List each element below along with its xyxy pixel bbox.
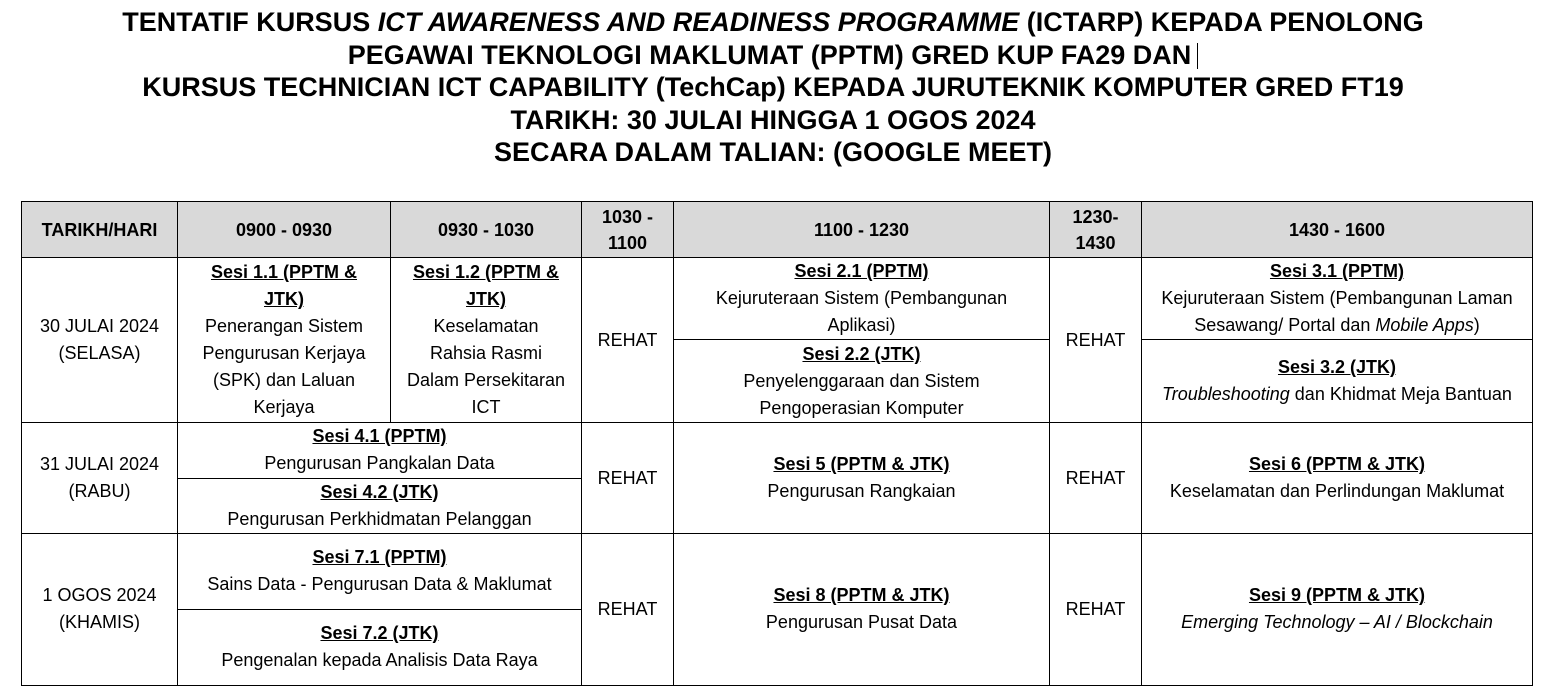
session-cell: Sesi 2.2 (JTK) Penyelenggaraan dan Sistem Pengoperasian Komputer [674,340,1050,423]
col-header-0930: 0930 - 1030 [391,202,582,258]
session-cell: Sesi 4.1 (PPTM) Pengurusan Pangkalan Data [178,423,582,478]
title-line-2: PEGAWAI TEKNOLOGI MAKLUMAT (PPTM) GRED KUP FA29 DAN [0,39,1546,72]
session-cell: Sesi 3.1 (PPTM) Kejuruteraan Sistem (Pembangunan Laman Sesawang/ Portal dan Mobile Apps) [1142,258,1533,340]
session-cell: Sesi 8 (PPTM & JTK) Pengurusan Pusat Data [674,533,1050,685]
session-cell: Sesi 3.2 (JTK) Troubleshooting dan Khidmat Meja Bantuan [1142,340,1533,423]
day-cell: 31 JULAI 2024 (RABU) [22,423,178,533]
col-header-1430: 1430 - 1600 [1142,202,1533,258]
session-cell: Sesi 7.2 (JTK) Pengenalan kepada Analisis Data Raya [178,609,582,685]
table-row [22,423,1533,478]
schedule-table [21,201,1533,686]
col-header-date: TARIKH/HARI [22,202,178,258]
col-header-1100: 1100 - 1230 [674,202,1050,258]
col-header-0900: 0900 - 0930 [178,202,391,258]
title-line-3: KURSUS TECHNICIAN ICT CAPABILITY (TechCap) KEPADA JURUTEKNIK KOMPUTER GRED FT19 [142,72,1404,102]
header-row [22,202,1533,258]
session-cell: Sesi 2.1 (PPTM) Kejuruteraan Sistem (Pembangunan Aplikasi) [674,258,1050,340]
session-cell: Sesi 1.2 (PPTM & JTK) Keselamatan Rahsia Rasmi Dalam Persekitaran ICT [391,258,582,423]
break-cell: REHAT [582,533,674,685]
document-title [0,6,1546,169]
session-cell: Sesi 7.1 (PPTM) Sains Data - Pengurusan Data & Maklumat [178,533,582,609]
title-date-line: TARIKH: 30 JULAI HINGGA 1 OGOS 2024 [510,104,1036,135]
day-cell: 1 OGOS 2024 (KHAMIS) [22,533,178,685]
col-header-1030: 1030 - 1100 [582,202,674,258]
session-cell: Sesi 6 (PPTM & JTK) Keselamatan dan Perlindungan Maklumat [1142,423,1533,533]
session-cell: Sesi 4.2 (JTK) Pengurusan Perkhidmatan Pelanggan [178,478,582,533]
table-row [22,533,1533,609]
day-cell: 30 JULAI 2024 (SELASA) [22,258,178,423]
break-cell: REHAT [1050,423,1142,533]
col-header-1230: 1230- 1430 [1050,202,1142,258]
break-cell: REHAT [582,423,674,533]
title-line-1: TENTATIF KURSUS ICT AWARENESS AND READINESS PROGRAMME (ICTARP) KEPADA PENOLONG [122,7,1424,37]
session-cell: Sesi 9 (PPTM & JTK) Emerging Technology – AI / Blockchain [1142,533,1533,685]
text-cursor [1197,43,1198,69]
break-cell: REHAT [1050,533,1142,685]
break-cell: REHAT [582,258,674,423]
break-cell: REHAT [1050,258,1142,423]
session-cell: Sesi 5 (PPTM & JTK) Pengurusan Rangkaian [674,423,1050,533]
title-venue-line: SECARA DALAM TALIAN: (GOOGLE MEET) [494,137,1052,167]
session-cell: Sesi 1.1 (PPTM & JTK) Penerangan Sistem Pengurusan Kerjaya (SPK) dan Laluan Kerjaya [178,258,391,423]
table-row [22,258,1533,340]
